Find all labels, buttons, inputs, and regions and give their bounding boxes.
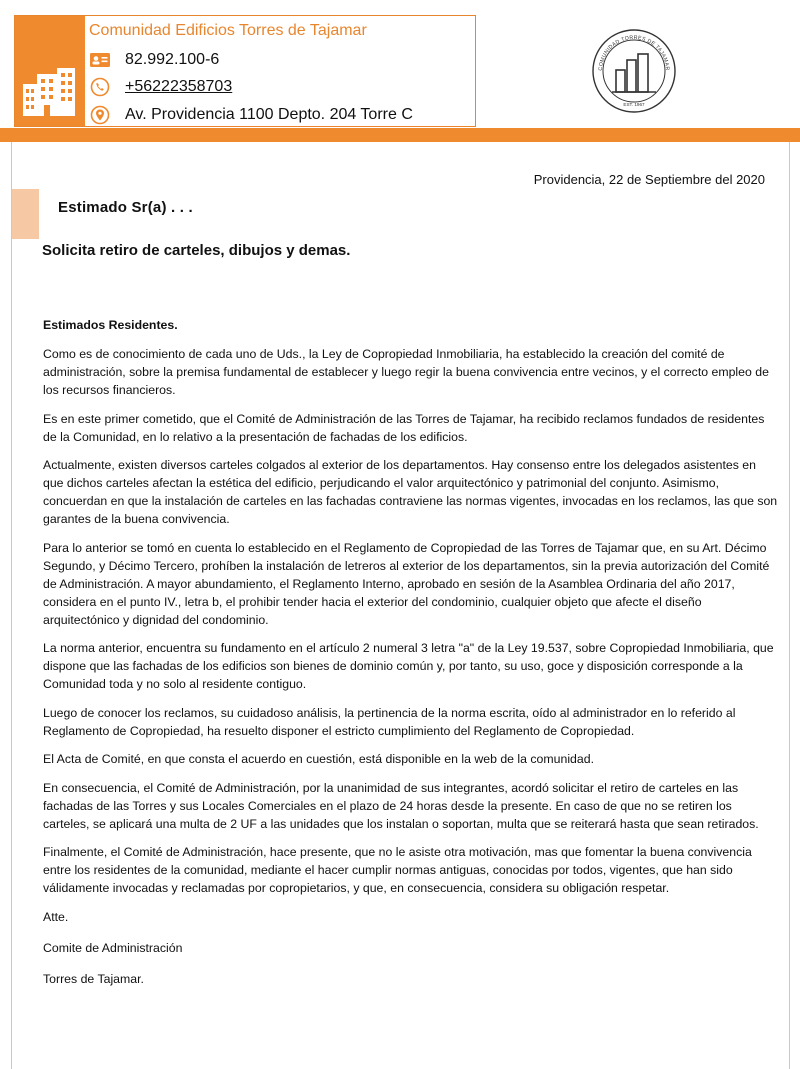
phone-icon <box>89 77 111 97</box>
paragraph: Para lo anterior se tomó en cuenta lo establecido en el Reglamento de Copropiedad de las Torres de Tajamar que, en su Art. Décimo Segundo, y Décimo Tercero, prohíben la instalación de letreros al exterior de los departamentos, sin la previa autorización del Comité de Administración. A mayor abundamiento, el Reglamento Interno, aprobado en sesión de la Asamblea Ordinaria del año 2017, considera en el punto IV., letra b, el prohibir tender hacia el exterior del condominio, cualquier objeto que afecte el diseño arquitectónico y dignidad del condominio. <box>43 540 770 627</box>
paragraph: Es en este primer cometido, que el Comité de Administración de las Torres de Tajamar, ha recibido reclamos fundados de residentes de la Comunidad, en lo relativo a la presentación de fachadas de los edificios. <box>43 411 765 444</box>
paragraph: En consecuencia, el Comité de Administración, por la unanimidad de sus integrantes, acordó solicitar el retiro de carteles en las fachadas de las Torres y sus Locales Comerciales en el plazo de 24 horas desde la presente. En caso de que no se retiren los carteles, se aplicará una multa de 2 UF a las unidades que los instalan o soportan, multa que se reiterará hasta que sean retirados. <box>43 780 759 831</box>
phone-row <box>89 77 232 97</box>
location-pin-icon <box>89 105 111 125</box>
community-seal-icon <box>591 28 677 114</box>
phone-link[interactable]: +56222358703 <box>125 78 233 95</box>
paragraph: Luego de conocer los reclamos, su cuidadoso análisis, la pertinencia de la norma escrita, oído al administrador en lo referido al Reglamento de Copropiedad, ha resuelto disponer el estricto cumplimiento del Reglamento de Copropiedad. <box>43 705 736 738</box>
rut-value: 82.992.100-6 <box>125 51 220 68</box>
organization-name: Comunidad Edificios Torres de Tajamar <box>89 22 367 39</box>
letterhead <box>14 15 476 127</box>
svg-text:COMUNIDAD TORRES DE TAJAMAR <box>598 35 670 71</box>
paragraph: Actualmente, existen diversos carteles colgados al exterior de los departamentos. Hay consenso entre los delegados asistentes en que dichos carteles afectan la estética del edificio, perjudicando el valor arquitectónico y patrimonial del conjunto. Asimismo, concuerdan en que la instalación de carteles en las fachadas contraviene las normas vigentes, invocadas en los reclamos, las que son garantes de la buena convivencia. <box>43 458 778 526</box>
letter-subject: Solicita retiro de carteles, dibujos y demas. <box>42 242 351 259</box>
signature-block <box>43 908 778 988</box>
id-card-icon <box>89 50 111 70</box>
building-icon <box>15 16 85 126</box>
seal-ring-text-top: COMUNIDAD TORRES DE TAJAMAR <box>597 34 671 71</box>
rut-row <box>89 50 219 70</box>
paragraph: Como es de conocimiento de cada uno de Uds., la Ley de Copropiedad Inmobiliaria, ha establecido la creación del comité de administración, sobre la premisa fundamental de establecer y luego regir la buena convivencia entre vecinos, y el correcto empleo de los recursos financieros. <box>43 347 769 397</box>
paragraph: El Acta de Comité, en que consta el acuerdo en cuestión, está disponible en la web de la comunidad. <box>43 752 594 766</box>
salutation: Estimado Sr(a) . . . <box>58 199 193 216</box>
letter-date: Providencia, 22 de Septiembre del 2020 <box>533 172 765 187</box>
closing: Atte. <box>43 909 69 924</box>
letter-page <box>11 142 790 1069</box>
paragraph: La norma anterior, encuentra su fundamento en el artículo 2 numeral 3 letra "a" de la Ley 19.537, sobre Copropiedad Inmobiliaria, que dispone que las fachadas de los edificios son bienes de dominio común y, por tanto, su uso, goce y disposición corresponde a la Comunidad toda y no solo al residente contiguo. <box>43 641 774 691</box>
salutation-accent <box>12 189 39 239</box>
letter-greeting: Estimados Residentes. <box>43 318 178 332</box>
header-accent-bar <box>0 128 800 142</box>
signature-community: Torres de Tajamar. <box>43 971 144 986</box>
address-row <box>89 105 413 125</box>
letter-body <box>43 316 778 1001</box>
seal-ring-text-bottom: EST. 1967 <box>623 102 645 107</box>
signature-committee: Comite de Administración <box>43 940 183 955</box>
address-value: Av. Providencia 1100 Depto. 204 Torre C <box>125 106 413 123</box>
paragraph: Finalmente, el Comité de Administración, hace presente, que no le asiste otra motivación, mas que fomentar la buena convivencia entre los residentes de la comunidad, mediante el hacer cumplir normas antiguas, conocidas por todos, vigentes, que han sido válidamente invocadas y reclamadas por copropietarios, y que, en consecuencia, considera su obligación respetar. <box>43 845 752 895</box>
